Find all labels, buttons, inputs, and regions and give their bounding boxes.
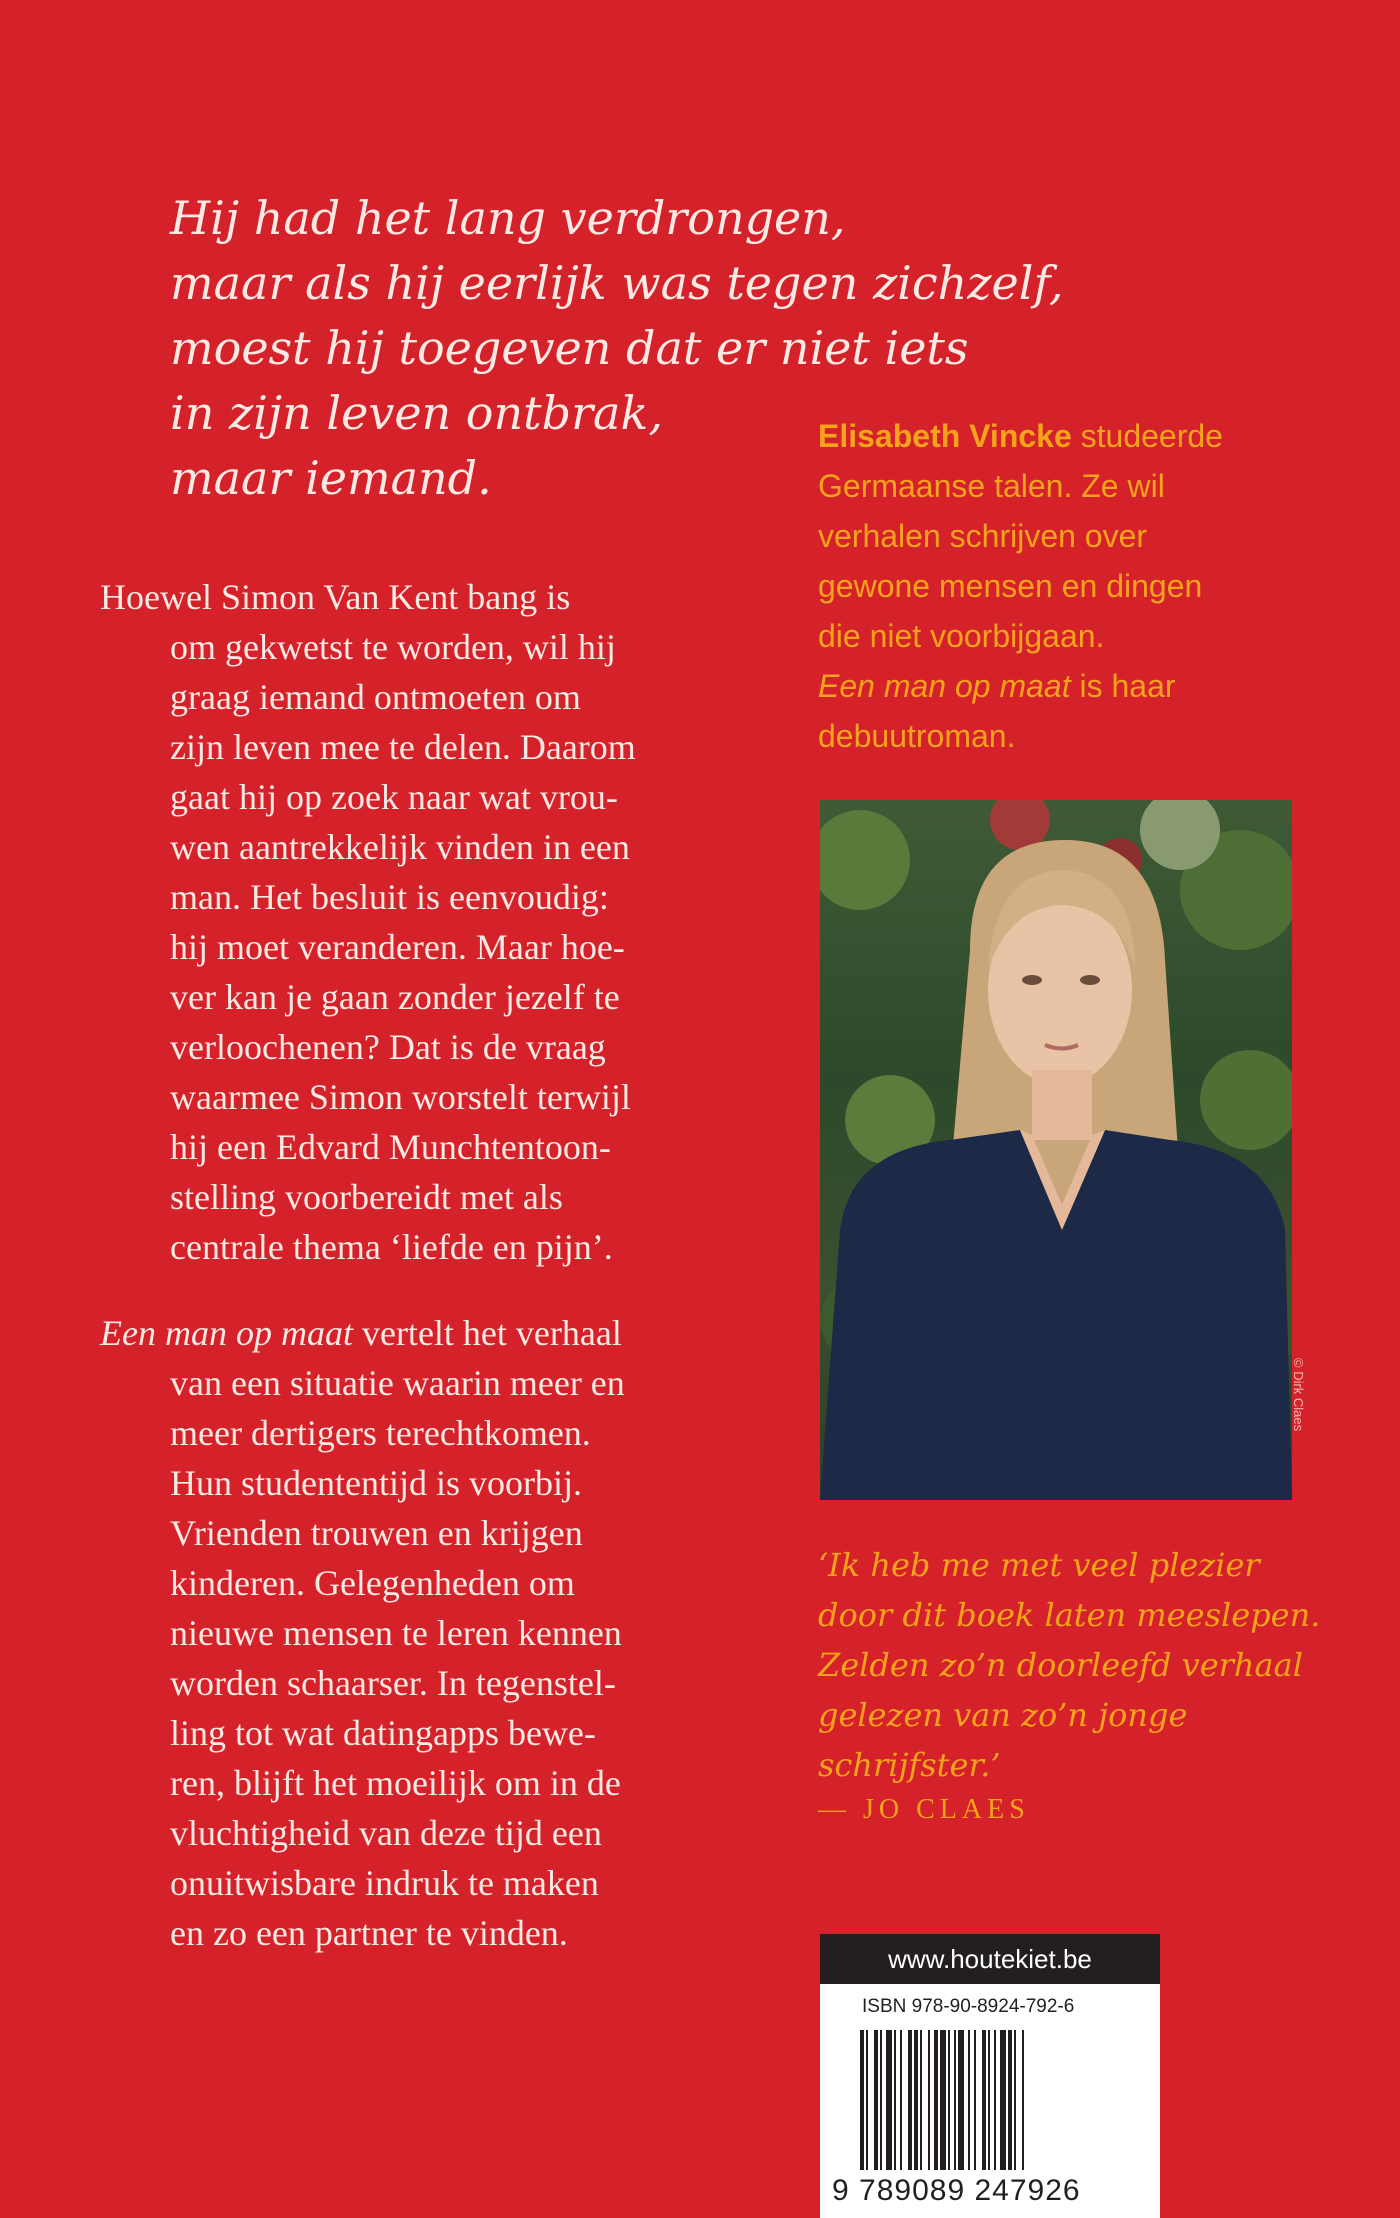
synopsis-line: hij een Edvard Munchtentoon- [170,1127,611,1167]
bio-line: verhalen schrijven over [818,518,1148,554]
blurb-attribution: — JO CLAES [818,1794,1030,1825]
synopsis-line: graag iemand ontmoeten om [170,677,581,717]
synopsis-line: ling tot wat datingapps bewe- [170,1713,596,1753]
book-title-italic: Een man op maat [100,1313,353,1353]
barcode-icon [860,2030,1120,2170]
blurb-line: gelezen van zo’n jonge [818,1696,1188,1734]
blurb-line: door dit boek laten meeslepen. [818,1596,1321,1634]
isbn-label: ISBN 978-90-8924-792-6 [862,1996,1075,2017]
quote-line: moest hij toegeven dat er niet iets [170,321,969,375]
blurb-line: ‘Ik heb me met veel plezier [818,1546,1260,1584]
bio-line-rest: is haar [1070,668,1176,704]
synopsis-line: ren, blijft het moeilijk om in de [170,1763,621,1803]
quote-line: maar als hij eerlijk was tegen zichzelf, [170,256,1064,310]
synopsis-line: hij moet veranderen. Maar hoe- [170,927,625,967]
synopsis-line: om gekwetst te worden, wil hij [170,627,616,667]
synopsis-line: centrale thema ‘liefde en pijn’. [170,1227,613,1267]
barcode-digits: 9 789089 247926 [832,2174,1081,2207]
synopsis-line: Vrienden trouwen en krijgen [170,1513,583,1553]
author-photo [820,800,1292,1500]
bio-line-rest: studeerde [1071,418,1223,454]
synopsis-line: verloochenen? Dat is de vraag [170,1027,606,1067]
bio-line: debuutroman. [818,718,1016,754]
synopsis-line: vluchtigheid van deze tijd een [170,1813,602,1853]
bio-book-title: Een man op maat [818,668,1071,704]
quote-line: Hij had het lang verdrongen, [170,191,846,245]
synopsis-line: gaat hij op zoek naar wat vrou- [170,777,618,817]
synopsis-line: Hoewel Simon Van Kent bang is [100,577,571,617]
review-blurb [818,1540,1378,1790]
synopsis-line: worden schaarser. In tegenstel- [170,1663,616,1703]
synopsis-paragraph-1 [100,572,760,1272]
synopsis-line: Hun studententijd is voorbij. [170,1463,582,1503]
synopsis-line: waarmee Simon worstelt terwijl [170,1077,631,1117]
synopsis-line: meer dertigers terechtkomen. [170,1413,591,1453]
synopsis-line [100,1308,760,1358]
synopsis-line-rest: vertelt het verhaal [352,1313,622,1353]
synopsis-line: wen aantrekkelijk vinden in een [170,827,630,867]
synopsis-line: onuitwisbare indruk te maken [170,1863,599,1903]
synopsis-line: nieuwe mensen te leren kennen [170,1613,622,1653]
synopsis-line: zijn leven mee te delen. Daarom [170,727,636,767]
bio-line: Germaanse talen. Ze wil [818,468,1165,504]
barcode-panel [820,1934,1160,2218]
synopsis-line: ver kan je gaan zonder jezelf te [170,977,620,1017]
quote-line: maar iemand. [170,451,492,505]
bio-line [818,411,1358,461]
bio-line [818,661,1358,711]
quote-line: in zijn leven ontbrak, [170,386,663,440]
blurb-line: Zelden zo’n doorleefd verhaal [818,1646,1303,1684]
author-name: Elisabeth Vincke [818,418,1072,454]
blurb-line: schrijfster.’ [818,1746,1001,1784]
photo-credit: © Dirk Claes [1291,1358,1306,1432]
author-bio [818,411,1358,761]
bio-line: die niet voorbijgaan. [818,618,1105,654]
publisher-url[interactable]: www.houtekiet.be [820,1934,1160,1984]
bio-line: gewone mensen en dingen [818,568,1203,604]
synopsis-line: en zo een partner te vinden. [170,1913,568,1953]
synopsis-line: stelling voorbereidt met als [170,1177,563,1217]
synopsis-line: van een situatie waarin meer en [170,1363,625,1403]
synopsis-line: kinderen. Gelegenheden om [170,1563,575,1603]
synopsis-paragraph-2 [100,1308,760,1958]
synopsis-line: man. Het besluit is eenvoudig: [170,877,609,917]
